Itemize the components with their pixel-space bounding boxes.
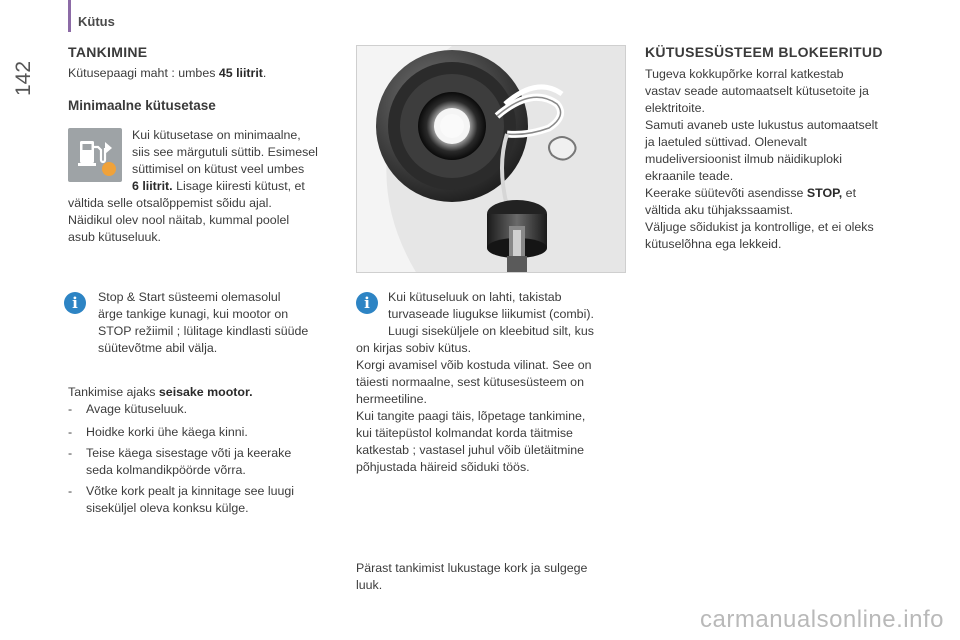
refuel-step: - Avage kütuseluuk. [68,401,338,418]
blocked-line-7: ekraanile teade. [645,169,734,183]
flap-note-line-3: Luugi siseküljele on kleebitud silt, kus [388,324,594,338]
page-number [12,44,42,104]
flap-note-line-1: Kui kütuseluuk on lahti, takistab [388,290,562,304]
flap-note-line-10: katkestab ; vastasel juhul võib ületäitmine [356,443,584,457]
blocked-line-10: Väljuge sõidukist ja kontrollige, et ei oleks [645,220,874,234]
flap-note-line-4: on kirjas sobiv kütus. [356,341,472,355]
refuel-step-3b: seda kolmandikpöörde võrra. [86,463,246,477]
min-level-line-2: siis see märgutuli süttib. Esimesel [132,145,318,159]
blocked-stop-text: Keerake süütevõti asendisse [645,186,807,200]
section-title: Kütus [78,14,115,29]
blocked-line-11: kütuselõhna ega lekkeid. [645,237,782,251]
min-level-line-6: Näidikul olev nool näitab, kummal poolel [68,213,290,227]
info-icon: i [64,292,86,314]
min-level-title: Minimaalne kütusetase [68,98,216,113]
page-number-text: 142 [12,60,35,96]
blocked-line-3: elektritoite. [645,101,705,115]
blocked-stop-end: et [842,186,857,200]
stop-start-line-4: süütevõtme abil välja. [98,341,218,355]
flap-note-line-11: põhjustada häireid sõiduki töös. [356,460,530,474]
flap-note-line-9: kui täitepüstol kolmandat korda täitmise [356,426,573,440]
blocked-title: KÜTUSESÜSTEEM BLOKEERITUD [645,44,883,60]
refuel-intro-text: Tankimise ajaks [68,385,159,399]
min-level-line-4-rest: Lisage kiiresti kütust, et [172,179,305,193]
blocked-stop-bold: STOP, [806,186,843,200]
min-level-line-1: Kui kütusetase on minimaalne, [132,128,301,142]
section-marker-bar [68,0,71,32]
fuel-cap-illustration [357,46,626,273]
min-level-line-4 [132,178,305,195]
watermark: carmanualsonline.info [700,606,944,633]
tankimine-title: TANKIMINE [68,44,148,60]
tank-capacity [68,65,266,82]
stop-start-line-2: ärge tankige kunagi, kui mootor on [98,307,289,321]
refuel-intro [68,384,253,401]
stop-start-line-3: STOP režiimil ; lülitage kindlasti süüde [98,324,309,338]
min-level-line-7: asub kütuseluuk. [68,230,161,244]
after-refuel-line-1: Pärast tankimist lukustage kork ja sulgege [356,561,588,575]
blocked-line-6: mudeliversioonist ilmub näidikuploki [645,152,842,166]
refuel-intro-bold: seisake mootor. [158,385,253,399]
refuel-step: - Hoidke korki ühe käega kinni. [68,424,338,441]
refuel-step-1: Avage kütuseluuk. [86,402,188,416]
min-level-liters: 6 liitrit. [132,179,173,193]
warning-dot [102,162,116,176]
fuel-pump-icon [68,128,122,182]
min-level-line-3: süttimisel on kütust veel umbes [132,162,305,176]
blocked-line-9: vältida aku tühjakssaamist. [645,203,794,217]
capacity-end: . [262,66,267,80]
blocked-line-4: Samuti avaneb uste lukustus automaatselt [645,118,878,132]
after-refuel-line-2: luuk. [356,578,383,592]
blocked-line-1: Tugeva kokkupõrke korral katkestab [645,67,844,81]
fuel-cap-photo [356,45,626,273]
capacity-value: 45 liitrit [218,66,263,80]
flap-note-line-8: Kui tangite paagi täis, lõpetage tankimine, [356,409,586,423]
refuel-step-4a: Võtke kork pealt ja kinnitage see luugi [86,484,295,498]
flap-note-line-7: hermeetiline. [356,392,427,406]
refuel-step: - Teise käega sisestage võti ja keerake seda kolmandikpöörde võrra. [68,445,338,479]
blocked-line-2: vastav seade automaatselt kütusetoite ja [645,84,869,98]
capacity-text: Kütusepaagi maht : umbes [68,66,219,80]
stop-start-line-1: Stop & Start süsteemi olemasolul [98,290,281,304]
flap-note-line-2: turvaseade liugukse liikumist (combi). [388,307,594,321]
blocked-line-5: ja laetuled süttivad. Olenevalt [645,135,807,149]
blocked-stop-line [645,185,856,202]
flap-note-line-5: Korgi avamisel võib kostuda vilinat. See on [356,358,592,372]
info-icon: i [356,292,378,314]
refuel-step: - Võtke kork pealt ja kinnitage see luugi siseküljel oleva konksu külge. [68,483,338,517]
flap-note-line-6: täiesti normaalne, sest kütusesüsteem on [356,375,584,389]
min-level-line-5: vältida selle otsalõppemist sõidu ajal. [68,196,272,210]
refuel-step-3a: Teise käega sisestage võti ja keerake [86,446,292,460]
refuel-step-4b: siseküljel oleva konksu külge. [86,501,249,515]
refuel-step-2: Hoidke korki ühe käega kinni. [86,425,248,439]
